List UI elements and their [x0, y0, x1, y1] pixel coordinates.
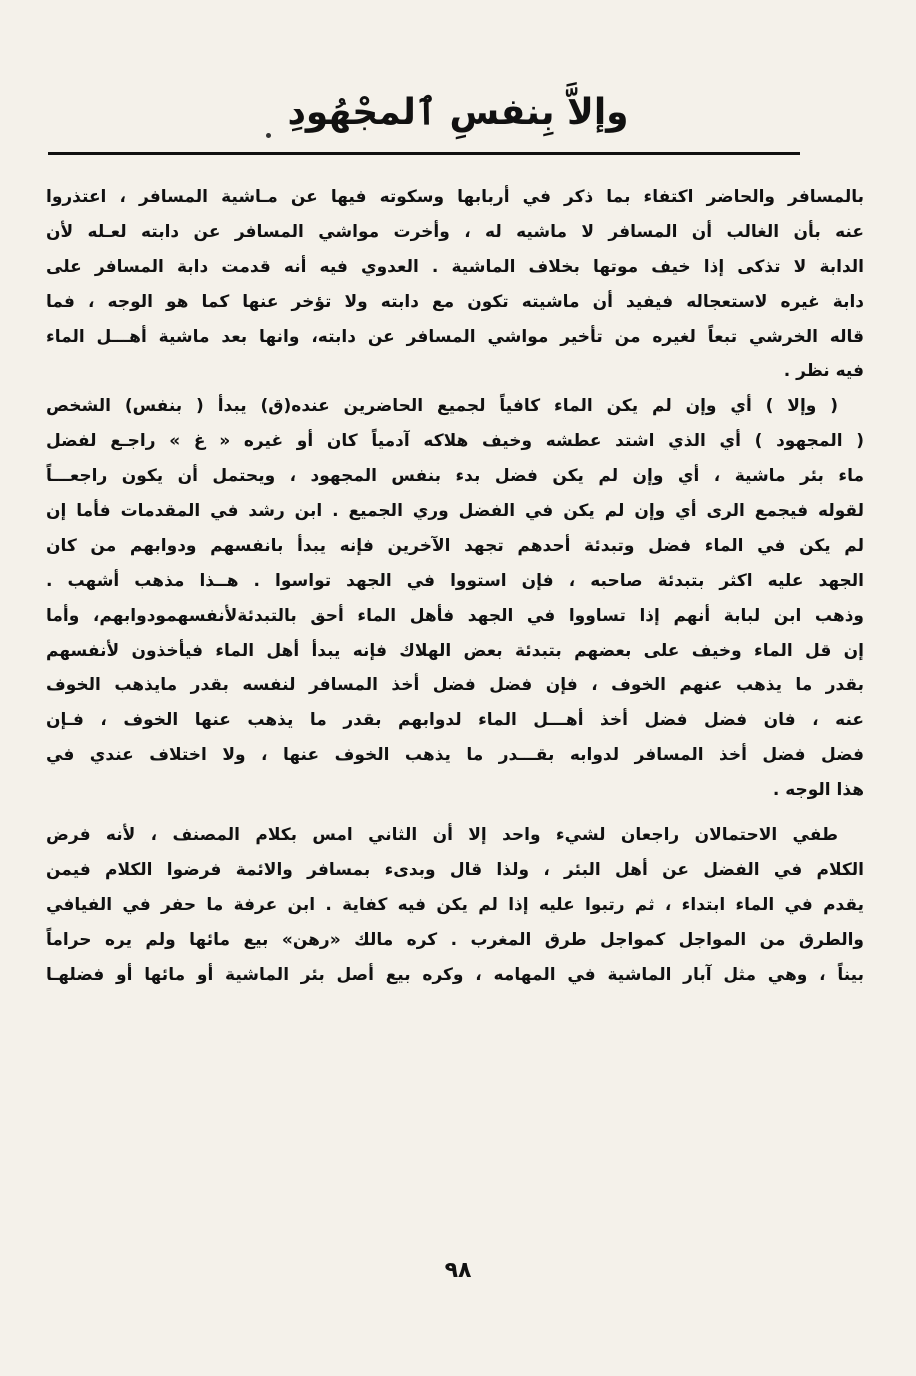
text-line: وذهب ابن لبابة أنهم إذا تساووا في الجهد فأهل الماء أحق بالتبدئةلأنفسهمودوابهم، وأما [46, 605, 864, 626]
text-line: طفي الاحتمالان راجعان لشيء واحد إلا أن الثاني امس بكلام المصنف ، لأنه فرض [46, 825, 838, 846]
text-line: بقدر ما يذهب عنهم الخوف ، فإن فضل فضل أخذ المسافر لنفسه بقدر مايذهب الخوف [46, 675, 864, 696]
text-line: فيه نظر . [783, 361, 864, 382]
paragraph-2 [46, 389, 864, 808]
text-line: بالمسافر والحاضر اكتفاء بما ذكر في أربابها وسكوته فيها عن مـاشية المسافر ، اعتذروا [46, 187, 864, 207]
text-line: الكلام في الفضل عن أهل البئر ، ولذا قال وبدىء بمسافر والائمة فرضوا الكلام فيمن [46, 859, 864, 880]
page-header-title: وإلاَّ بِنفسِ ٱلمجْهُودِ [287, 92, 629, 133]
text-line: عنه ، فان فضل فضل أخذ أهـــل الماء لدوابهم بقدر ما يذهب عنها الخوف ، فـإن [46, 710, 864, 731]
text-line: الدابة لا تذكى إذا خيف موتها بخلاف الماشية . العدوي فيه أنه قدمت دابة المسافر على [46, 256, 864, 277]
body-text [46, 180, 864, 992]
text-line: ( المجهود ) أي الذي اشتد عطشه وخيف هلاكه آدمياً كان أو غيره « غ » راجـع لفضل [46, 431, 864, 452]
text-line: هذا الوجه . [772, 780, 864, 801]
paragraph-1 [46, 180, 864, 389]
text-line: يقدم في الماء ابتداء ، ثم رتبوا عليه إذا لم يكن فيه كفاية . ابن عرفة ما حفر في الفيافي [46, 894, 864, 915]
text-line: لقوله فيجمع الرى أي وإن لم يكن في الفضل وري الجميع . ابن رشد في المقدمات فأما إن [46, 501, 864, 522]
paragraph-3 [46, 818, 864, 992]
text-line: بيناً ، وهي مثل آبار الماشية في المهامه ، وكره بيع أصل بئر الماشية أو مائها أو فضلهـا [46, 964, 864, 985]
page-number: ٩٨ [444, 1258, 472, 1283]
text-line: والطرق من المواجل كمواجل طرق المغرب . كره مالك «رهن» بيع مائها ولم يره حراماً [46, 929, 864, 950]
text-line: لم يكن في الماء فضل وتبدئة أحدهم تجهد الآخرين فإنه يبدأ بانفسهم ودوابهم من كان [46, 535, 864, 556]
text-line: دابة غيره لاستعجاله فيفيد أن ماشيته تكون مع دابته ولا تؤخر عنها كما هو الوجه ، فما [46, 291, 864, 312]
text-line: الجهد عليه اكثر بتبدئة صاحبه ، فإن استووا في الجهد تواسوا . هــذا مذهب أشهب . [46, 570, 864, 591]
text-line: عنه بأن الغالب أن المسافر لا ماشيه له ، وأخرت مواشي المسافر عن دابته لعـله لأن [46, 221, 864, 242]
text-line: إن قل الماء وخيف على بعضهم بتبدئة بعض الهلاك فإنه يبدأ أهل الماء فيأخذون لأنفسهم [46, 640, 864, 661]
ink-speck [266, 133, 271, 138]
text-line: ( وإلا ) أي وإن لم يكن الماء كافياً لجميع الحاضرين عنده(ق) يبدأ ( بنفس) الشخص [46, 396, 838, 417]
header-rule [48, 152, 800, 155]
text-line: ماء بئر ماشية ، أي وإن لم يكن فضل بدء بنفس المجهود ، ويحتمل أن يكون راجعـــاً [46, 466, 864, 487]
text-line: فضل فضل أخذ المسافر لدوابه بقـــدر ما يذهب الخوف عنها ، ولا اختلاف عندي في [46, 745, 864, 766]
paragraph-gap [46, 808, 864, 818]
text-line: قاله الخرشي تبعاً لغيره من تأخير مواشي المسافر عن دابته، وانها بعد ماشية أهـــل الماء [46, 326, 864, 347]
